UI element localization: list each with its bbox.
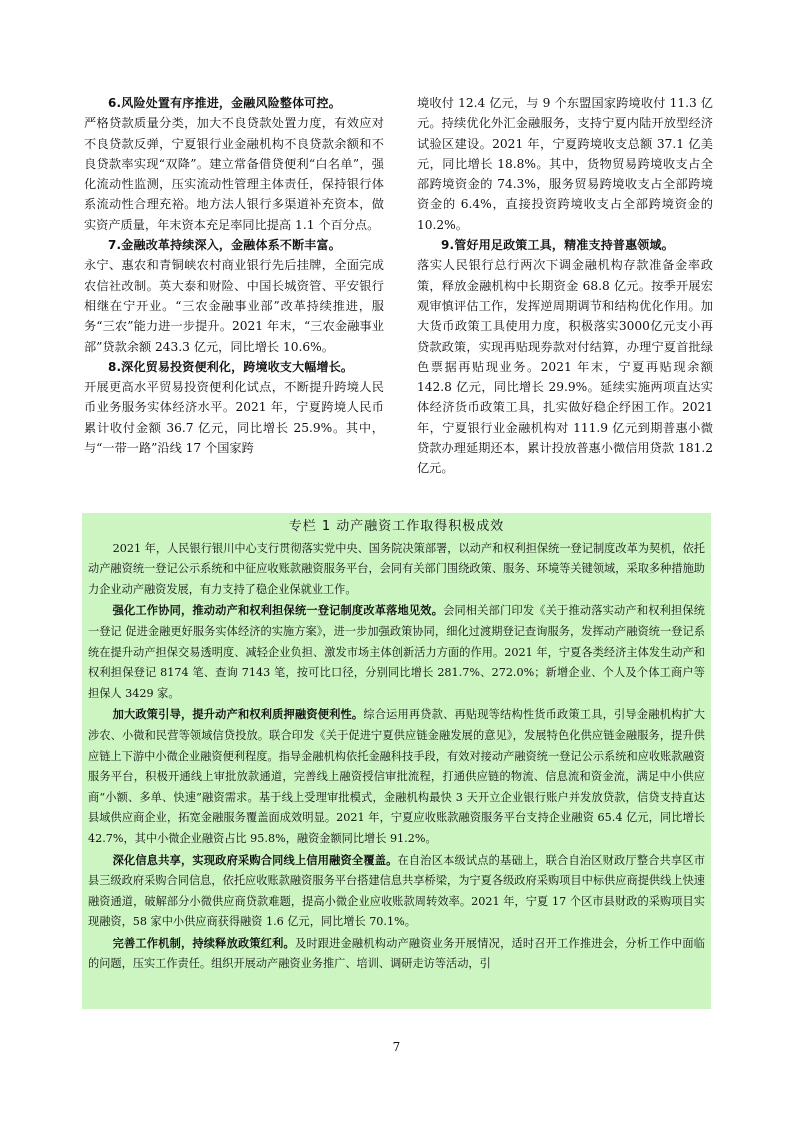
section-8-body: 开展更高水平贸易投资便利化试点，不断提升跨境人民币业务服务实体经济水平。2021 年，宁夏跨境人民币累计收付金额 36.7 亿元，同比增长 25.9%。其中，与“一带一路”沿线 17 个国家跨: [84, 380, 384, 456]
right-column: [417, 93, 713, 479]
section-6-heading: 6.风险处置有序推进，金融风险整体可控。: [108, 96, 341, 110]
box-paragraph-text: 及时跟进金融机构动产融资业务开展情况，适时召开工作推进会，分析工作中面临的问题，压实工作责任。组织开展动产融资业务推广、培训、调研走访等活动，引: [88, 936, 705, 971]
section-9-heading: 9.管好用足政策工具，精准支持普惠领域。: [441, 238, 674, 253]
box-paragraph: [88, 704, 705, 849]
box-paragraph-text: 会同相关部门印发《关于推动落实动产和权利担保统一登记 促进金融更好服务实体经济的实施方案》，进一步加强政策协同，细化过渡期登记查询服务，发挥动产融资统一登记系统在提升动产担保交易透明度、减轻企业负担、激发市场主体创新活力方面的作用。2021 年，宁夏各类经济主体发生动产和权利担保登记 8174 笔、查询 7143 笔，按可比口径，分别同比增长 281.7%、272.0%；新增企业、个人及个体工商户等担保人 3429 家。: [88, 604, 705, 700]
section-6-body: 严格贷款质量分类，加大不良贷款处置力度，有效应对不良贷款反弹，宁夏银行业金融机构不良贷款余额和不良贷款率实现“双降”。建立常备借贷便利“白名单”，强化流动性监测，压实流动性管理主体责任，保持银行体系流动性合理充裕。地方法人银行多渠道补充资本，做实资产质量，年末资本充足率同比提高 1.1 个百分点。: [84, 116, 384, 232]
column-box: [82, 513, 711, 1009]
box-title: 专栏 1 动产融资工作取得积极成效: [288, 519, 505, 534]
box-paragraph: [88, 600, 705, 704]
page-number: 7: [392, 1040, 401, 1054]
section-8-heading: 8.深化贸易投资便利化，跨境收支大幅增长。: [108, 359, 354, 374]
box-paragraph-lead: 强化工作协同，推动动产和权利担保统一登记制度改革落地见效。: [112, 603, 444, 618]
box-paragraph-lead: 深化信息共享，实现政府采购合同线上信用融资全覆盖。: [112, 852, 398, 867]
section-7-body: 永宁、惠农和青铜峡农村商业银行先后挂牌，全面完成农信社改制。英大泰和财险、中国长城资管、平安银行相继在宁开业。“三农金融事业部”改革持续推进，服务“三农”能力进一步提升。2021 年末，“三农金融事业部”贷款余额 243.3 亿元，同比增长 10.6%。: [84, 258, 384, 354]
box-paragraph-text: 在自治区本级试点的基础上，联合自治区财政厅整合共享区市县三级政府采购合同信息，依托应收账款融资服务平台搭建信息共享桥梁，为宁夏各级政府采购项目中标供应商提供线上快速融资通道，破解部分小微供应商贷款难题，提高小微企业应收账款周转效率。2021 年，宁夏 17 个区市县财政的采购项目实现融资，58 家中小供应商获得融资 1.6 亿元，同比增长 70.1%。: [88, 853, 705, 929]
box-paragraph-text: 综合运用再贷款、再贴现等结构性货币政策工具，引导金融机构扩大涉农、小微和民营等领域信贷投放。联合印发《关于促进宁夏供应链金融发展的意见》，发展特色化供应链金融服务，提升供应链上下游中小微企业融资便利程度。指导金融机构依托金融科技手段，有效对接动产融资统一登记公示系统和应收账款融资服务平台，积极开通线上审批放款通道，完善线上融资授信审批流程，打通供应链的物流、信息流和资金流，满足中小供应商“小额、多单、快速”融资需求。基于线上受理审批模式，金融机构最快 3 天开立企业银行账户并发放贷款，信贷支持直达县域供应商企业，拓宽金融服务覆盖面成效明显。2021 年，宁夏应收账款融资服务平台支持企业融资 65.4 亿元，同比增长 42.7%，其中小微企业融资占比 95.8%，融资金额同比增长 91.2%。: [88, 708, 705, 845]
left-column: [84, 93, 384, 458]
section-7-heading: 7.金融改革持续深入，金融体系不断丰富。: [108, 238, 341, 253]
section-9-body: 落实人民银行总行两次下调金融机构存款准备金率政策，释放金融机构中长期资金 68.8 亿元。按季开展宏观审慎评估工作，发挥逆周期调节和结构优化作用。加大货币政策工具使用力度，积极落实3000亿元支小再贷款政策，实现再贴现券款对付结算，办理宁夏首批绿色票据再贴现业务。2021 年末，宁夏再贴现余额 142.8 亿元，同比增长 29.9%。延续实施两项直达实体经济货币政策工具，扎实做好稳企纾困工作。2021 年，宁夏银行业金融机构对 111.9 亿元到期普惠小微贷款办理延期还本，累计投放普惠小微信用贷款 181.2 亿元。: [417, 258, 713, 476]
box-paragraph: [88, 850, 705, 933]
box-intro: 2021 年，人民银行银川中心支行贯彻落实党中央、国务院决策部署，以动产和权利担保统一登记制度改革为契机，依托动产融资统一登记公示系统和中征应收账款融资服务平台，会同有关部门围绕政策、服务、环境等关键领域，采取多种措施助力企业动产融资发展，有力支持了稳企业保就业工作。: [88, 541, 705, 596]
box-paragraph: [88, 933, 705, 975]
box-paragraph-lead: 加大政策引导，提升动产和权利质押融资便利性。: [112, 707, 364, 722]
section-8-continued: 境收付 12.4 亿元，与 9 个东盟国家跨境收付 11.3 亿元。持续优化外汇金融服务，支持宁夏内陆开放型经济试验区建设。2021 年，宁夏跨境收支总额 37.1 亿美元，同比增长 18.8%。其中，货物贸易跨境收支占全部跨境资金的 74.3%，服务贸易跨境收支占全部跨境资金的 6.4%，直接投资跨境收支占全部跨境资金的 10.2%。: [417, 96, 713, 232]
box-paragraph-lead: 完善工作机制，持续释放政策红利。: [112, 935, 295, 950]
